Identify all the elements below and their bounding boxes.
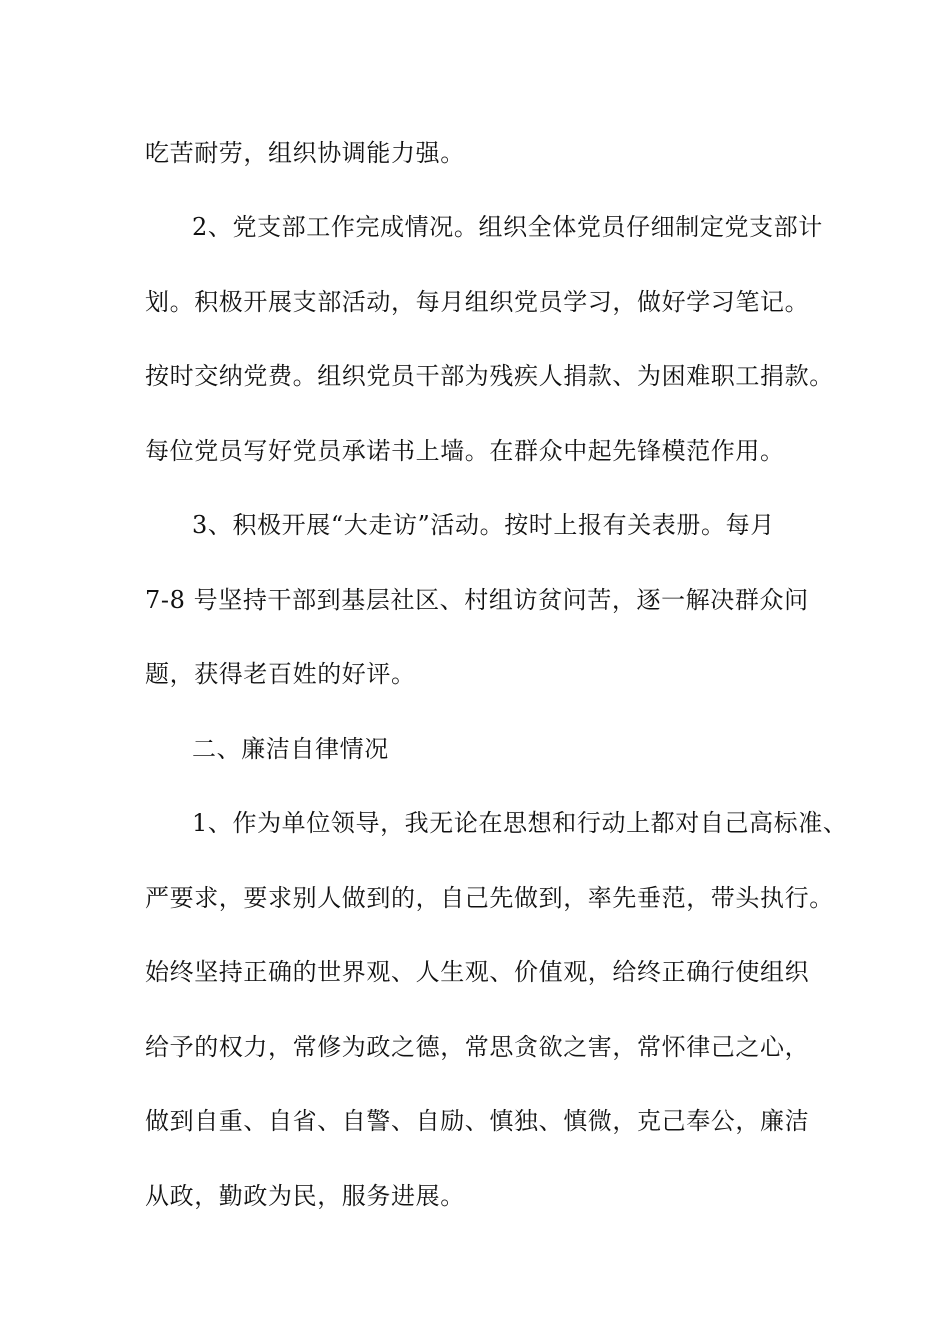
text-line: 7-8 号坚持干部到基层社区、村组访贫问苦，逐一解决群众问	[145, 586, 809, 614]
text-line: 做到自重、自省、自警、自励、慎独、慎微，克己奉公，廉洁	[145, 1107, 810, 1135]
text-line: 从政，勤政为民，服务进展。	[145, 1182, 465, 1210]
text-line: 每位党员写好党员承诺书上墙。在群众中起先锋模范作用。	[145, 437, 785, 465]
text-line: 划。积极开展支部活动，每月组织党员学习，做好学习笔记。	[145, 288, 810, 316]
text-line: 按时交纳党费。组织党员干部为残疾人捐款、为困难职工捐款。	[145, 362, 834, 390]
text-line: 给予的权力，常修为政之德，常思贪欲之害，常怀律己之心，	[145, 1033, 810, 1061]
text-line: 题，获得老百姓的好评。	[145, 660, 416, 688]
section-heading: 二、廉洁自律情况	[192, 735, 389, 763]
text-line: 始终坚持正确的世界观、人生观、价值观，给终正确行使组织	[145, 958, 810, 986]
text-line: 严要求，要求别人做到的，自己先做到，率先垂范，带头执行。	[145, 884, 834, 912]
text-line: 吃苦耐劳，组织协调能力强。	[145, 139, 465, 167]
text-line: 3、积极开展“大走访”活动。按时上报有关表册。每月	[192, 511, 775, 539]
text-line: 1、作为单位领导，我无论在思想和行动上都对自己高标准、	[192, 809, 848, 837]
text-line: 2、党支部工作完成情况。组织全体党员仔细制定党支部计	[192, 213, 823, 241]
